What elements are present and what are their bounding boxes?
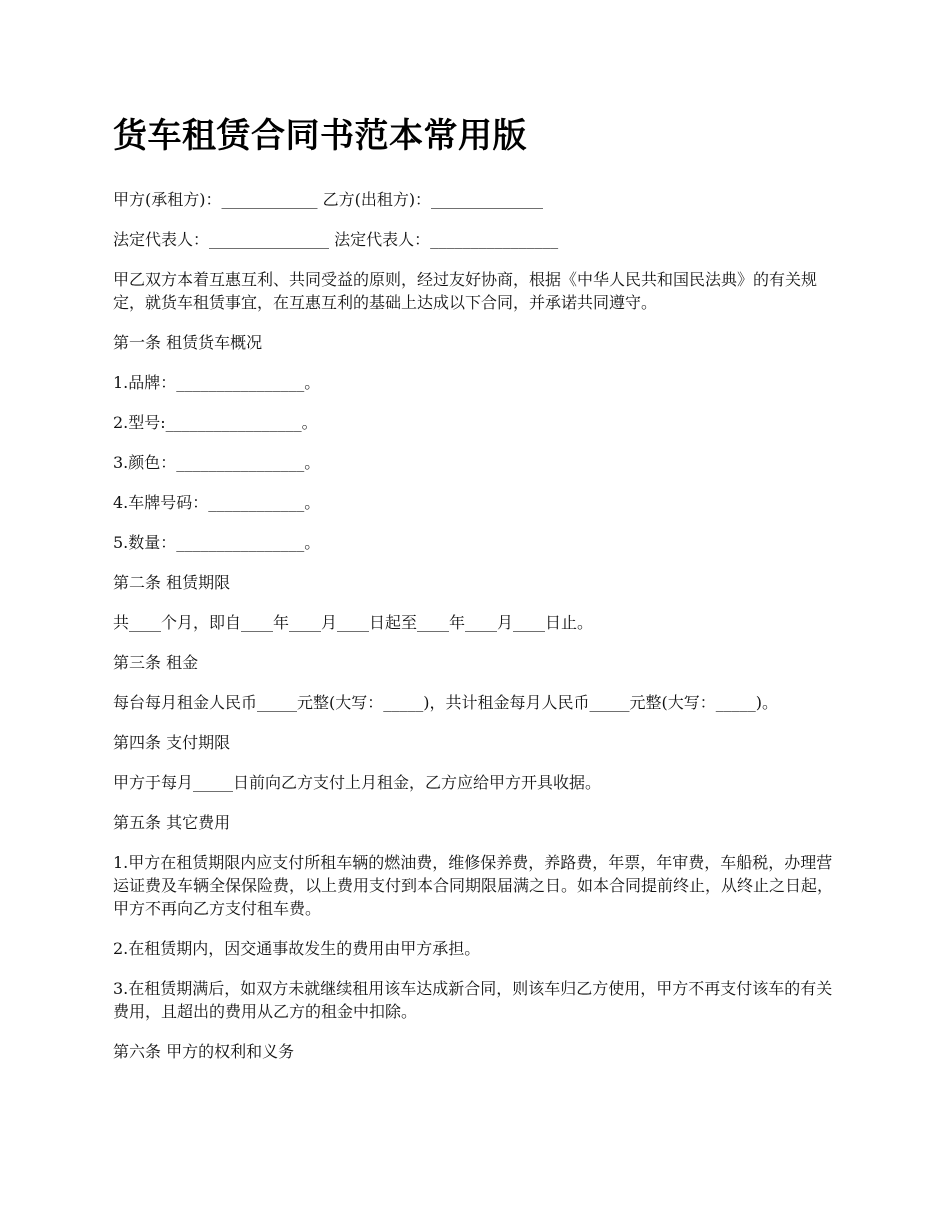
article-1-item-model: 2.型号:_________________。	[113, 413, 318, 432]
article-4-body: 甲方于每月_____日前向乙方支付上月租金，乙方应给甲方开具收据。	[113, 773, 602, 792]
article-5-item-1: 1.甲方在租赁期限内应支付所租车辆的燃油费，维修保养费，养路费，年票，年审费，车船税，办理营运证费及车辆全保保险费，以上费用支付到本合同期限届满之日。如本合同提前终止，从终止之日起，甲方不再向乙方支付租车费。	[113, 853, 834, 918]
article-1-item-quantity: 5.数量：________________。	[113, 533, 321, 552]
article-1-heading: 第一条 租赁货车概况	[113, 333, 263, 352]
document-title: 货车租赁合同书范本常用版	[113, 116, 527, 156]
article-1-item-brand: 1.品牌：________________。	[113, 373, 321, 392]
article-4-heading: 第四条 支付期限	[113, 733, 231, 752]
document-page	[113, 108, 841, 1080]
article-5-item-3: 3.在租赁期满后，如双方未就继续租用该车达成新合同，则该车归乙方使用，甲方不再支付该车的有关费用，且超出的费用从乙方的租金中扣除。	[113, 979, 833, 1021]
article-1-item-color: 3.颜色：________________。	[113, 453, 321, 472]
preamble-paragraph: 甲乙双方本着互惠互利、共同受益的原则，经过友好协商，根据《中华人民共和国民法典》的有关规定，就货车租赁事宜，在互惠互利的基础上达成以下合同，并承诺共同遵守。	[113, 270, 818, 312]
article-2-heading: 第二条 租赁期限	[113, 573, 231, 592]
article-1-item-plate: 4.车牌号码：____________。	[113, 493, 321, 512]
article-6-heading: 第六条 甲方的权利和义务	[113, 1042, 295, 1061]
representative-line: 法定代表人：_______________ 法定代表人：________________	[113, 230, 559, 249]
article-5-heading: 第五条 其它费用	[113, 813, 231, 832]
article-3-heading: 第三条 租金	[113, 653, 199, 672]
article-2-body: 共____个月，即自____年____月____日起至____年____月____日止。	[113, 613, 594, 632]
article-3-body: 每台每月租金人民币_____元整(大写：_____)，共计租金每月人民币_____元整(大写：_____)。	[113, 693, 778, 712]
party-line: 甲方(承租方)：____________ 乙方(出租方)：______________	[113, 190, 544, 209]
article-5-item-2: 2.在租赁期内，因交通事故发生的费用由甲方承担。	[113, 939, 481, 958]
